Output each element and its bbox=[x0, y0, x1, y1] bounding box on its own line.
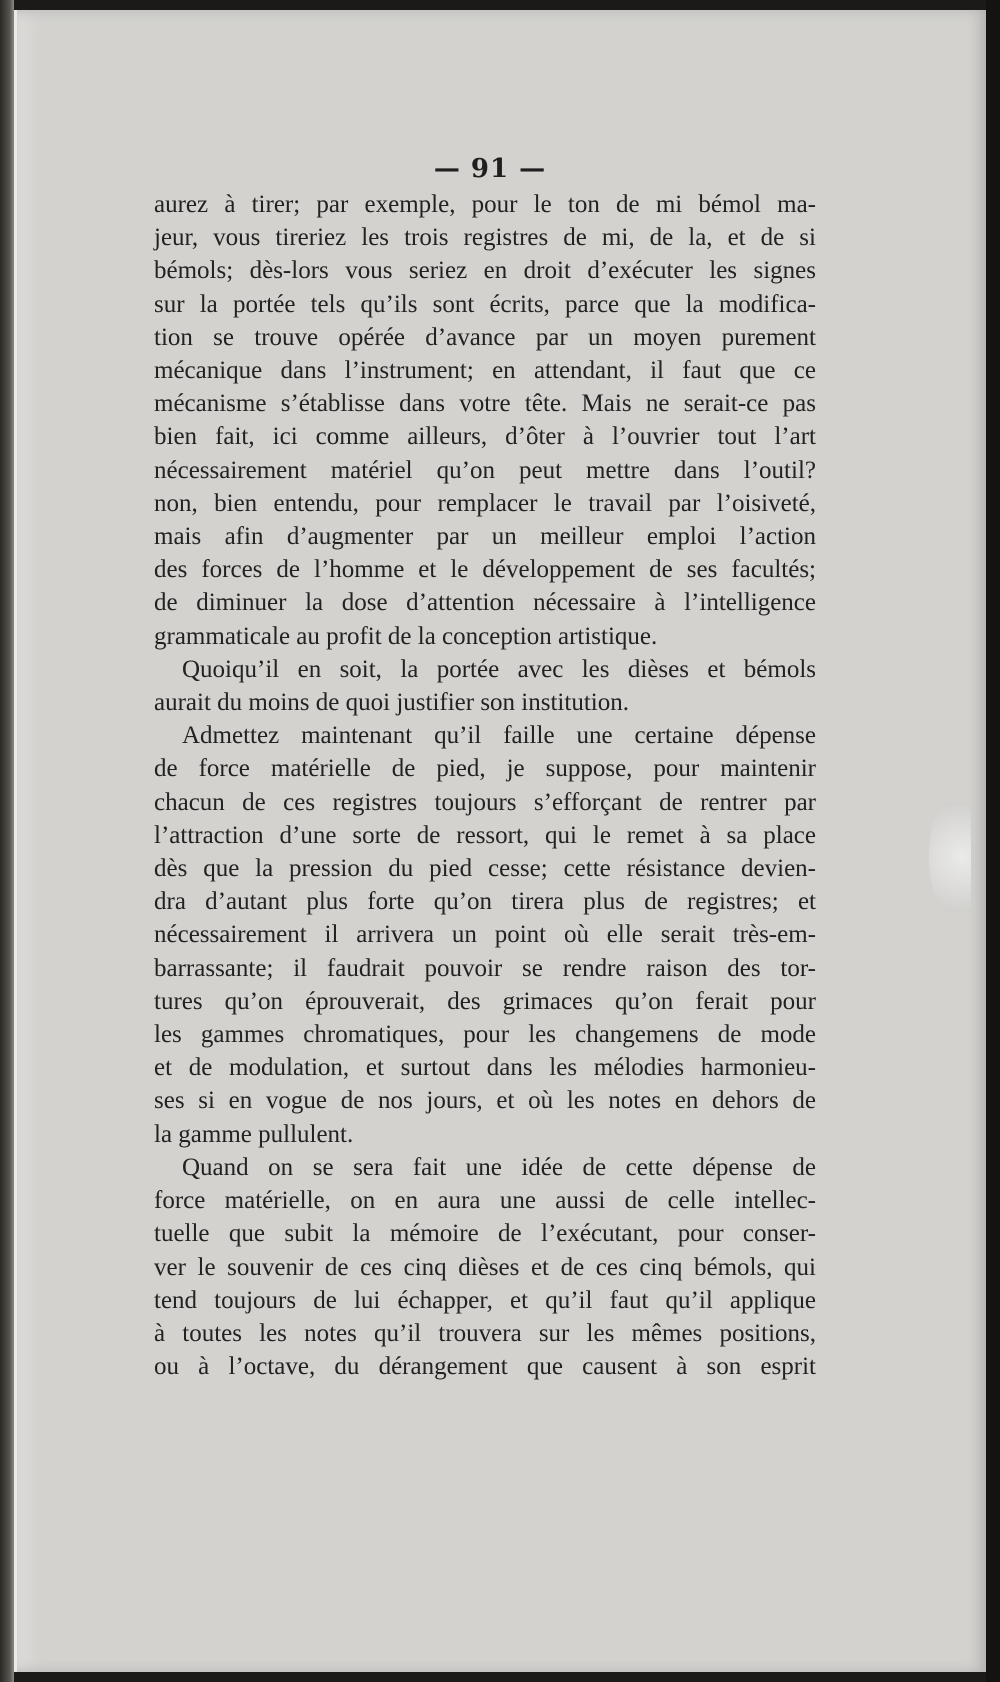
text-line: mécanique dans l’instrument; en attendant, il faut que ce bbox=[154, 357, 816, 385]
text-line: jeur, vous tireriez les trois registres de mi, de la, et de si bbox=[154, 224, 816, 252]
text-line: chacun de ces registres toujours s’efforçant de rentrer par bbox=[154, 788, 816, 816]
body-text bbox=[154, 188, 816, 1383]
text-line: tuelle que subit la mémoire de l’exécutant, pour conser- bbox=[154, 1220, 816, 1248]
text-line: nécessairement matériel qu’on peut mettre dans l’outil? bbox=[154, 456, 816, 484]
text-line: Admettez maintenant qu’il faille une certaine dépense bbox=[182, 722, 816, 750]
text-line: de diminuer la dose d’attention nécessaire à l’intelligence bbox=[154, 589, 816, 617]
text-line: mécanisme s’établisse dans votre tête. Mais ne serait-ce pas bbox=[154, 390, 816, 418]
book-spine-edge bbox=[0, 0, 14, 1682]
text-line: ou à l’octave, du dérangement que causent à son esprit bbox=[154, 1353, 816, 1381]
text-line: de force matérielle de pied, je suppose, pour maintenir bbox=[154, 755, 816, 783]
text-line: grammaticale au profit de la conception artistique. bbox=[154, 622, 658, 650]
text-line: des forces de l’homme et le développement de ses facultés; bbox=[154, 556, 816, 584]
text-line: ver le souvenir de ces cinq dièses et de ces cinq bémols, qui bbox=[154, 1253, 816, 1281]
text-line: aurait du moins de quoi justifier son institution. bbox=[154, 689, 629, 717]
text-line: à toutes les notes qu’il trouvera sur les mêmes positions, bbox=[154, 1319, 816, 1347]
text-line: Quand on se sera fait une idée de cette dépense de bbox=[182, 1153, 816, 1181]
text-line: non, bien entendu, pour remplacer le travail par l’oisiveté, bbox=[154, 489, 816, 517]
text-line: l’attraction d’une sorte de ressort, qui le remet à sa place bbox=[154, 821, 816, 849]
text-line: dès que la pression du pied cesse; cette résistance devien- bbox=[154, 855, 816, 883]
text-line: tion se trouve opérée d’avance par un moyen purement bbox=[154, 323, 816, 351]
text-line: bémols; dès-lors vous seriez en droit d’exécuter les signes bbox=[154, 257, 816, 285]
text-line: aurez à tirer; par exemple, pour le ton de mi bémol ma- bbox=[154, 191, 816, 218]
text-line: Quoiqu’il en soit, la portée avec les dièses et bémols bbox=[182, 655, 816, 683]
text-line: et de modulation, et surtout dans les mélodies harmonieu- bbox=[154, 1054, 816, 1082]
page-fold-shadow bbox=[929, 802, 971, 912]
text-line: mais afin d’augmenter par un meilleur emploi l’action bbox=[154, 523, 816, 551]
text-line: sur la portée tels qu’ils sont écrits, parce que la modifica- bbox=[154, 290, 816, 318]
text-line: tend toujours de lui échapper, et qu’il faut qu’il applique bbox=[154, 1286, 816, 1314]
text-line: tures qu’on éprouverait, des grimaces qu’on ferait pour bbox=[154, 987, 816, 1015]
text-line: bien fait, ici comme ailleurs, d’ôter à l’ouvrier tout l’art bbox=[154, 423, 816, 451]
text-line: la gamme pullulent. bbox=[154, 1120, 354, 1148]
text-line: dra d’autant plus forte qu’on tirera plus de registres; et bbox=[154, 888, 816, 916]
page-number: — 91 — bbox=[433, 154, 547, 184]
book-right-edge bbox=[986, 0, 1000, 1682]
text-line: ses si en vogue de nos jours, et où les notes en dehors de bbox=[154, 1087, 816, 1115]
text-line: nécessairement il arrivera un point où elle serait très-em- bbox=[154, 921, 816, 949]
text-line: force matérielle, on en aura une aussi de celle intellec- bbox=[154, 1187, 816, 1215]
text-line: barrassante; il faudrait pouvoir se rendre raison des tor- bbox=[154, 954, 816, 982]
text-line: les gammes chromatiques, pour les changemens de mode bbox=[154, 1021, 816, 1049]
